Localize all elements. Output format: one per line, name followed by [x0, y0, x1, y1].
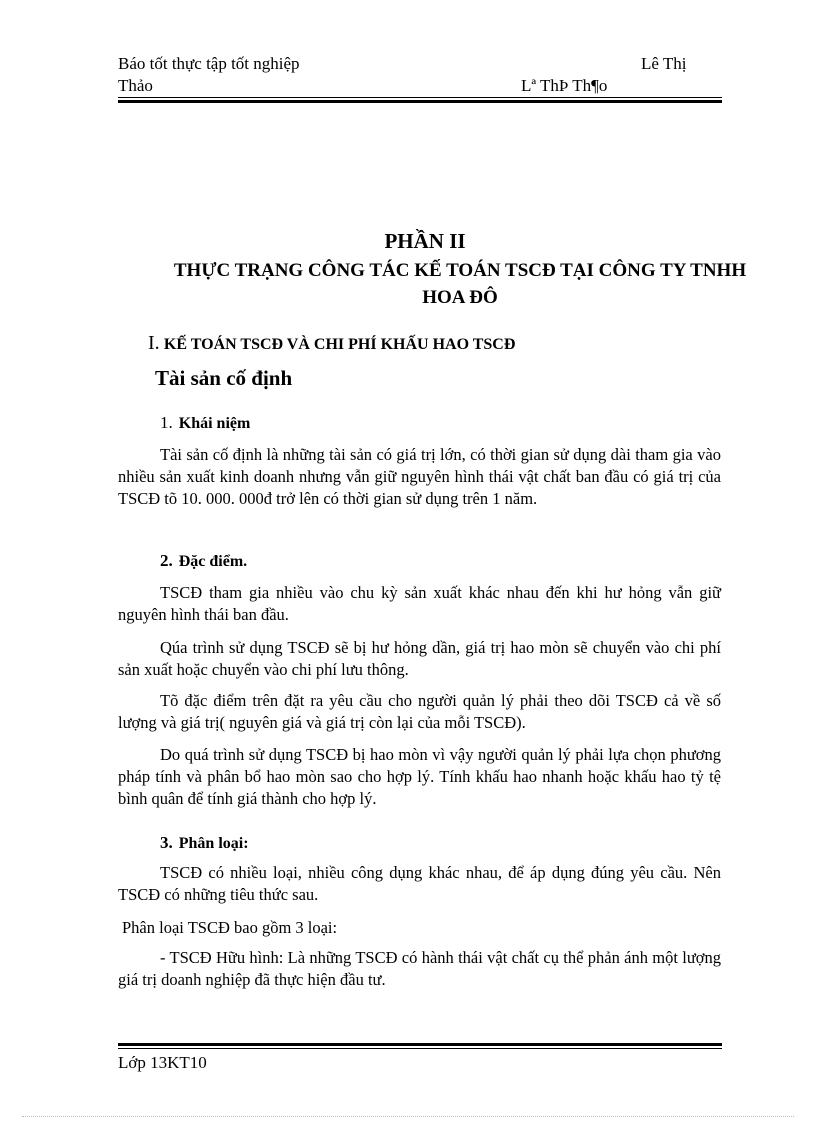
header-garbled-name: Lª ThÞ Th¶o — [521, 76, 608, 95]
subheading-2-title: Đặc điểm. — [178, 553, 248, 570]
header-author-name: Lê Thị — [641, 54, 687, 73]
paragraph-dac-diem-4: Do quá trình sử dụng TSCĐ bị hao mòn vì vậy người quản lý phải lựa chọn phương pháp tính và phân bổ hao mòn sao cho hợp lý. Tính khấu hao nhanh hoặc khấu hao tỷ tệ bình quân để tính giá thành cho hợp lý. — [118, 745, 721, 808]
main-title: THỰC TRẠNG CÔNG TÁC KẾ TOÁN TSCĐ TẠI CÔNG TY TNHH HOA ĐÔ — [173, 260, 747, 308]
subheading-1-title: Khái niệm — [178, 415, 251, 432]
header-rule-thin — [118, 97, 722, 98]
paragraph-dac-diem-1: TSCĐ tham gia nhiều vào chu kỳ sản xuất khác nhau đến khi hư hỏng vẫn giữ nguyên hình thái ban đầu. — [118, 583, 721, 624]
paragraph-dac-diem-3: Tõ đặc điểm trên đặt ra yêu cầu cho người quản lý phải theo dõi TSCĐ cả về số lượng và giá trị( nguyên giá và giá trị còn lại của mỗi TSCĐ). — [118, 691, 721, 732]
subheading-2-number: 2. — [160, 551, 173, 570]
section-heading — [148, 331, 515, 357]
paragraph-khai-niem: Tài sản cố định là những tài sản có giá trị lớn, có thời gian sử dụng dài tham gia vào nhiều sản xuất kinh doanh nhưng vẫn giữ nguyên hình thái vật chất ban đầu có giá trị của TSCĐ tõ 10. 000. 000đ trở lên có thời gian sử dụng trên 1 năm. — [118, 445, 721, 508]
subheading-3-title: Phân loại: — [178, 835, 249, 852]
page-bottom-dotted-line — [22, 1116, 794, 1117]
footer-rule-thin — [118, 1048, 722, 1049]
paragraph-phan-loai-3: - TSCĐ Hữu hình: Là những TSCĐ có hành thái vật chất cụ thể phản ánh một lượng giá trị doanh nghiệp đã thực hiện đầu tư. — [118, 948, 721, 989]
header-left-text: Báo tốt thực tập tốt nghiệp — [118, 54, 300, 73]
header-author-surname: Thảo — [118, 76, 153, 95]
big-heading: Tài sản cố định — [155, 366, 293, 390]
footer-rule-thick — [118, 1043, 722, 1046]
footer-class-label: Lớp 13KT10 — [118, 1053, 207, 1072]
subheading-1-number: 1. — [160, 413, 173, 432]
subheading-3-number: 3. — [160, 833, 173, 852]
paragraph-phan-loai-2: Phân loại TSCĐ bao gồm 3 loại: — [122, 918, 338, 937]
section-heading-text: KẾ TOÁN TSCĐ VÀ CHI PHÍ KHẤU HAO TSCĐ — [163, 336, 516, 353]
part-title: PHẦN II — [384, 229, 466, 253]
paragraph-phan-loai-1: TSCĐ có nhiều loại, nhiều công dụng khác nhau, để áp dụng đúng yêu cầu. Nên TSCĐ có những tiêu thức sau. — [118, 863, 721, 904]
subheading-2 — [160, 550, 247, 573]
header-rule-thick — [118, 100, 722, 103]
subheading-1 — [160, 412, 250, 435]
paragraph-dac-diem-2: Qúa trình sử dụng TSCĐ sẽ bị hư hỏng dần, giá trị hao mòn sẽ chuyển vào chi phí sản xuất hoặc chuyển vào chi phí lưu thông. — [118, 638, 721, 679]
section-number: I. — [148, 332, 160, 354]
subheading-3 — [160, 832, 249, 855]
